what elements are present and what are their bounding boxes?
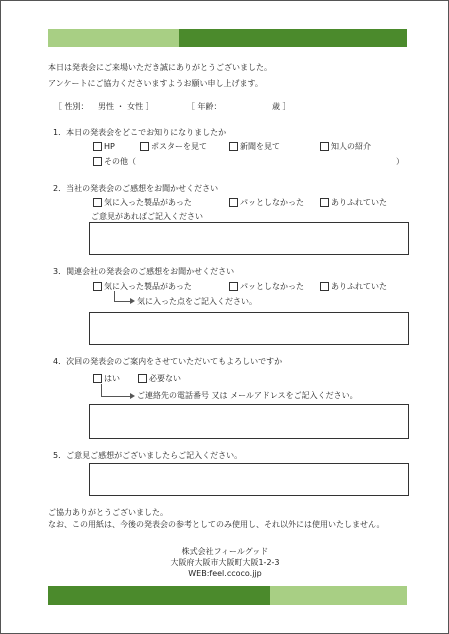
q1-title: 1．本日の発表会をどこでお知りになりましたか — [53, 128, 227, 137]
q1-checkbox-poster[interactable] — [140, 142, 149, 151]
q3-option-unimpressed: パッとしなかった — [240, 282, 304, 291]
q4-contact-box[interactable] — [89, 404, 409, 439]
q1-option-friend: 知人の紹介 — [331, 142, 371, 151]
q3-title: 3．関連会社の発表会のご感想をお聞かせください — [53, 267, 235, 276]
q3-checkbox-ordinary[interactable] — [320, 282, 329, 291]
footer-bar-light — [270, 586, 407, 605]
age-unit: 歳 ］ — [272, 102, 291, 111]
q2-option-unimpressed: パッとしなかった — [240, 198, 304, 207]
footer-bar-dark — [48, 586, 270, 605]
q1-checkbox-hp[interactable] — [93, 142, 102, 151]
header-bar-light — [48, 29, 179, 47]
q1-checkbox-friend[interactable] — [320, 142, 329, 151]
q2-note: ご意見があればご記入ください — [91, 212, 203, 221]
q3-checkbox-liked[interactable] — [93, 282, 102, 291]
closing-privacy-note: なお、この用紙は、今後の発表会の参考としてのみ使用し、それ以外には使用いたしません。 — [48, 520, 385, 529]
q2-title: 2．当社の発表会のご感想をお聞かせください — [53, 184, 219, 193]
q4-option-yes: はい — [104, 374, 120, 383]
q4-title: 4．次回の発表会のご案内をさせていただいてもよろしいですか — [53, 357, 283, 366]
q2-checkbox-unimpressed[interactable] — [229, 198, 238, 207]
q3-option-liked: 気に入った製品があった — [104, 282, 192, 291]
q4-followup: ご連絡先の電話番号 又は メールアドレスをご記入ください。 — [137, 391, 358, 400]
company-name: 株式会社フィールグッド — [181, 547, 269, 556]
q4-arrow-icon — [130, 393, 135, 399]
age-label: ［ 年齢： — [187, 102, 222, 111]
q1-checkbox-other[interactable] — [93, 157, 102, 166]
q3-arrow-icon — [130, 298, 135, 304]
q5-title: 5．ご意見ご感想がございましたらご記入ください。 — [53, 451, 243, 460]
q1-option-hp: HP — [104, 142, 115, 151]
q2-checkbox-ordinary[interactable] — [320, 198, 329, 207]
q3-comment-box[interactable] — [89, 312, 409, 345]
q1-option-newspaper: 新聞を見て — [240, 142, 280, 151]
gender-label: ［ 性別： — [54, 102, 89, 111]
intro-line-2: アンケートにご協力くださいますようお願い申し上げます。 — [48, 79, 263, 88]
q2-option-liked: 気に入った製品があった — [104, 198, 192, 207]
q3-option-ordinary: ありふれていた — [331, 282, 387, 291]
header-bar-dark — [179, 29, 407, 47]
q5-comment-box[interactable] — [89, 463, 409, 496]
q3-followup: 気に入った点をご記入ください。 — [137, 297, 257, 306]
q2-checkbox-liked[interactable] — [93, 198, 102, 207]
q4-option-no: 必要ない — [149, 374, 181, 383]
q1-option-poster: ポスターを見て — [151, 142, 207, 151]
q2-option-ordinary: ありふれていた — [331, 198, 387, 207]
q4-checkbox-no[interactable] — [138, 374, 147, 383]
q4-elbow-connector — [101, 384, 132, 397]
q2-comment-box[interactable] — [89, 222, 409, 255]
q3-checkbox-unimpressed[interactable] — [229, 282, 238, 291]
gender-options[interactable]: 男性 ・ 女性 ］ — [98, 102, 154, 111]
company-web[interactable]: WEB:feel.ccoco.jjp — [188, 569, 262, 578]
q1-other-close: ） — [396, 157, 404, 166]
q4-checkbox-yes[interactable] — [93, 374, 102, 383]
q1-option-other: その他（ — [104, 157, 136, 166]
closing-thanks: ご協力ありがとうございました。 — [48, 508, 168, 517]
intro-line-1: 本日は発表会にご来場いただき誠にありがとうございました。 — [48, 63, 272, 72]
company-address: 大阪府大阪市大阪町大阪1-2-3 — [170, 558, 280, 567]
q1-checkbox-newspaper[interactable] — [229, 142, 238, 151]
